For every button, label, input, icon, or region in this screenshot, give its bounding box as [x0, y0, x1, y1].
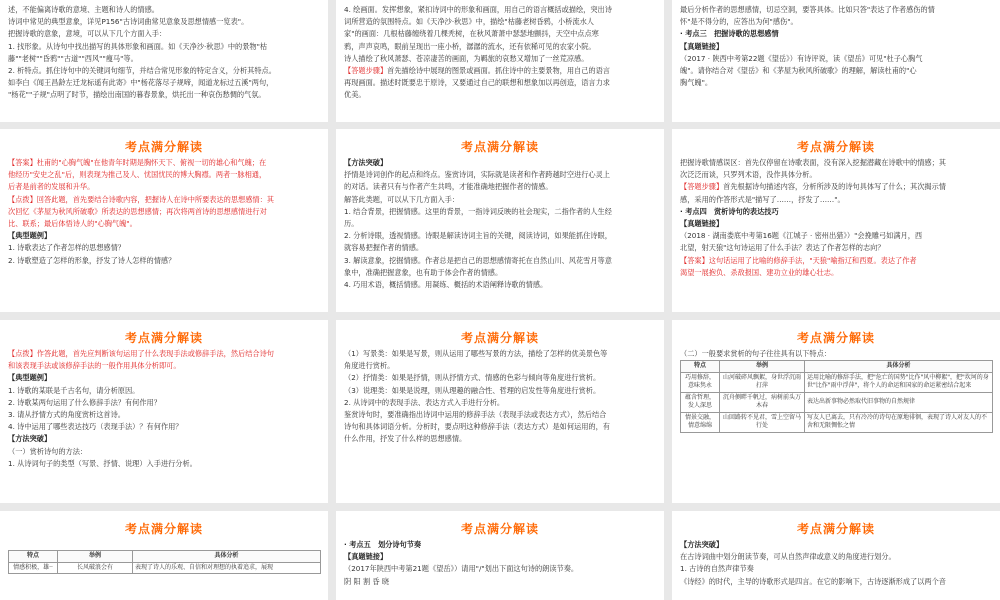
features-table: [680, 360, 993, 433]
text-line: 【点拨】回答此题，首先要结合诗歌内容，把握诗人在诗中所要表达的思想感情：其: [8, 194, 274, 204]
text-line: 【答案】杜甫的"心胸气魄"在他青年时期是胸怀天下、俯视一切的雄心和气魄；在: [8, 158, 267, 167]
table-cell: 写友人已离去，只有冷冷的诗句在原地徘徊，表现了诗人对友人的不舍和无限惆怅之情: [805, 412, 993, 432]
table-cell: 山河破碎风飘絮，身世浮沉雨打萍: [720, 372, 805, 392]
step-label: 【答题步骤】: [680, 182, 724, 192]
slide-body: [336, 0, 664, 102]
text-line: （1）写景类：如果是写景，则从运用了哪些写景的方法，描绘了怎样的优美景色等: [344, 349, 608, 358]
text-line: 藤""老树""昏鸦""古道""西风""瘦马"等。: [8, 53, 138, 63]
slide-body: [336, 154, 664, 291]
table-header: 具体分析: [805, 361, 993, 373]
text-line: 如李白《闻王昌龄左迁龙标遥有此寄》中"杨花落尽子规啼，闻道龙标过五溪"两句，: [8, 78, 274, 88]
text-line: 怀"是不得分的，应答出为何"感伤"。: [680, 17, 798, 27]
text-line: 鉴赏诗句时，要准确指出诗词中运用的修辞手法（表现手法或表达方式），然后结合: [344, 410, 607, 420]
text-line: （2）抒情类：如果是抒情，则从抒情方式、情感的色彩与倾向等角度进行赏析。: [344, 373, 601, 383]
slide-r3c1: [0, 320, 328, 503]
table-header: 举例: [720, 361, 805, 373]
text-line: · 考点四 赏析诗句的表达技巧: [680, 206, 779, 216]
text-line: 就容易把握作者的情感。: [344, 243, 424, 253]
slide-r3c2: [336, 320, 664, 503]
text-line: 魄"。请你结合对《望岳》和《茅屋为秋风所破歌》的理解，解读杜甫的"心: [680, 66, 917, 76]
slide-r4c1: [0, 511, 328, 600]
slide-title: 考点满分解读: [460, 140, 539, 154]
slide-body: [672, 536, 1000, 588]
text-line: 象中，准确把握意象，也有助于体会作者的情感。: [344, 267, 503, 277]
text-line: 3. 请从抒情方式的角度赏析这首诗。: [8, 410, 125, 420]
text-line: 4. 诗中运用了哪些表达技巧（表现手法）？有何作用？: [8, 422, 183, 432]
text-line: · 考点五 划分诗句节奏: [344, 540, 422, 549]
text-line: 比、联系；最后体悟诗人的"心胸气魄"。: [8, 219, 137, 229]
text-line: 再现画面。描述时既要忠于原诗，又要通过自己的联想和想象加以再创造，语言力求: [344, 78, 610, 88]
slide-body: [672, 0, 1000, 89]
text-line: 【典型题例】: [8, 373, 52, 383]
features-table-continued: [8, 550, 321, 574]
text-line: 的对话。读者只有与作者产生共鸣，才能准确地把握作者的情感。: [344, 182, 553, 192]
text-line: 在古诗词曲中划分朗读节奏，可从自然声律或意义的角度进行划分。: [680, 552, 896, 562]
table-cell: 山回路转不见君，雪上空留马行处: [720, 412, 805, 432]
table-row: [9, 562, 321, 574]
table-header: 举例: [58, 551, 133, 563]
text-line: 【方法突破】: [680, 540, 724, 549]
text-line: · 考点三 把握诗歌的思想感情: [680, 29, 779, 39]
slide-r3c3: [672, 320, 1000, 503]
text-line: 诗句和具体词语分析。分析时，要点明这种修辞手法（表达方式）是如何运用的，有: [344, 422, 610, 432]
text-line: 后者是前者的发展和升华。: [8, 182, 95, 192]
text-line: （2018 · 湖南娄底中考第16题《江城子 · 密州出猎》）"会挽雕弓如满月，西: [680, 231, 923, 241]
table-cell: 表达出新事物必然取代旧事物的自然规律: [805, 392, 993, 412]
text-line: 感，采用的作答形式是"描写了……，抒发了……"。: [680, 194, 845, 204]
slide-title: 考点满分解读: [124, 140, 203, 154]
table-cell: 情景交融，情意绵绵: [681, 412, 720, 432]
text-line: 1. 从诗词句子的类型（写景、抒情、说理）入手进行分析。: [8, 458, 197, 468]
text-line: 和该表现手法或该修辞手法的一般作用具体分析即可。: [8, 361, 181, 371]
text-line: 2. 诗歌某两句运用了什么修辞手法？有何作用？: [8, 397, 161, 407]
text-line: 次回忆《茅屋为秋风所破歌》所表达的思想感情；再次将两首诗的思想感情进行对: [8, 206, 267, 216]
text-line: 2. 诗歌塑造了怎样的形象，抒发了诗人怎样的情感？: [8, 255, 176, 265]
text-line: 阴 阳 割 昏 晓: [344, 576, 390, 586]
text-line: 【方法突破】: [8, 434, 52, 444]
table-header: 具体分析: [133, 551, 321, 563]
step-label: 【答题步骤】: [344, 66, 388, 76]
text-line: 次泛泛而谈，只罗列术语，没作具体分析。: [680, 170, 817, 180]
text-line: [680, 181, 993, 193]
text-line: 【真题链接】: [680, 219, 724, 229]
text-line: 2. 析特点。抓住诗句中的关键词句细节，并结合常见形象的特定含义，分析其特点。: [8, 66, 276, 76]
text-line: 诗词中常见的典型意象，详见P156"古诗词曲常见意象及思想情感一览表"。: [8, 17, 249, 27]
text-line: [344, 65, 657, 77]
text-line: 4. 绘画面。发挥想象，紧扣诗词中的形象和画面，用自己的语言概括或描绘，突出诗: [344, 5, 612, 14]
slide-body: [0, 536, 328, 574]
slide-title: 考点满分解读: [124, 522, 203, 536]
table-cell: 表现了诗人的乐观、自信和对理想的执着追求，展现: [133, 562, 321, 574]
text-line: 优美。: [344, 90, 366, 100]
slide-title: 考点满分解读: [796, 140, 875, 154]
table-header: 特点: [9, 551, 58, 563]
text-line: 解答此类题，可以从下几方面入手：: [344, 194, 460, 204]
slide-r4c2: [336, 511, 664, 600]
text-line: 【方法突破】: [344, 158, 388, 167]
table-row: [681, 412, 993, 432]
text-line: 家"的画面：几根枯藤缠绕着几棵秃树，在秋风萧萧中瑟瑟地颤抖，天空中点点寒: [344, 29, 599, 39]
text-line: "杨花""子规"点明了时节，描绘出南国的暮春景象，烘托出一种哀伤愁惆的气氛。: [8, 90, 266, 100]
text-line: 胸气魄"。: [680, 78, 713, 88]
text-line: （2017 · 陕西中考第22题《望岳》）有诗评说，读《望岳》可见"杜子心胸气: [680, 53, 923, 63]
text-line: （2017年陕西中考第21题《望岳》）请用"/"划出下面这句诗的朗读节奏。: [344, 564, 579, 574]
text-line: 《诗经》的时代，主导的诗歌形式是四言。在它的影响下，古诗逐渐形成了以两个音: [680, 576, 946, 586]
slide-body: [672, 345, 1000, 433]
table-cell: 巧用修辞，意味隽永: [681, 372, 720, 392]
text-line: 【真题链接】: [680, 41, 724, 51]
text-line: 1. 诗歌的某联是千古名句，请分析原因。: [8, 385, 140, 395]
text-line: 述，不能偏离诗歌的意境、主题和诗人的情感。: [8, 5, 159, 14]
table-row: [681, 392, 993, 412]
table-cell: 蕴含哲理，发人深思: [681, 392, 720, 412]
text-line: 1. 古诗的自然声律节奏: [680, 564, 754, 574]
text-line: 把握诗歌情感误区：首先仅停留在诗歌表面，没有深入挖掘潜藏在诗歌中的情感；其: [680, 158, 946, 167]
text-line: 1. 诗歌表达了作者怎样的思想感情？: [8, 243, 125, 253]
slide-body: [672, 154, 1000, 279]
table-cell: 情感积极，雄··: [9, 562, 58, 574]
slide-r1c2: [336, 0, 664, 122]
text-line: 1. 结合背景，把握情感。这里的背景，一指诗词反映的社会现实，二指作者的人生经: [344, 206, 612, 216]
text-line: 角度进行赏析。: [344, 361, 395, 371]
text-line: 4. 巧用术语，概括情感。用凝练、概括的术语阐释诗歌的情感。: [344, 280, 548, 290]
slide-title: 考点满分解读: [460, 522, 539, 536]
slide-r2c3: [672, 129, 1000, 312]
text-line: 鸦，声声哀鸣，眼前呈现出一座小桥，潺潺的流水，还有依稀可见的农家小院。: [344, 41, 596, 51]
text-line: 【点拨】作答此题，首先应判断该句运用了什么表现手法或修辞手法，然后结合诗句: [8, 349, 274, 358]
slide-title: 考点满分解读: [460, 331, 539, 345]
text-line: 2. 从诗词中的表现手法、表达方式入手进行分析。: [344, 397, 505, 407]
text-line: 他经历"安史之乱"后，则表现为推己及人、忧国忧民的博大胸襟。两者一脉相通，: [8, 170, 267, 180]
slide-r1c1: [0, 0, 328, 122]
slide-body: [336, 536, 664, 588]
text-line: 最后分析作者的思想感情，切忌空洞，要答具体。比如只答"表达了作者感伤的情: [680, 5, 935, 14]
table-header: 特点: [681, 361, 720, 373]
slide-body: [0, 0, 328, 102]
text-line: 词所营造的氛围特点。如《天净沙·秋思》中，描绘"枯藤老树昏鸦，小桥流水人: [344, 17, 594, 27]
table-cell: 沉舟侧畔千帆过，病树前头万木春: [720, 392, 805, 412]
table-cell: 运用比喻的修辞手法，把"危亡的国势"比作"风中柳絮"，把"坎坷的身世"比作"雨中浮萍"，将个人的命运和国家的命运紧密结合起来: [805, 372, 993, 392]
text-line: 2. 分析诗眼，透视情感。诗眼是解读诗词主旨的关键，阅读诗词，如果能抓住诗眼，: [344, 231, 612, 241]
table-row: [681, 372, 993, 392]
text-line: 1. 找形象。从诗句中找出描写的具体形象和画面。如《天净沙·秋思》中的景物"枯: [8, 41, 268, 51]
slide-body: [0, 154, 328, 267]
slide-title: 考点满分解读: [124, 331, 203, 345]
text-line: （一）赏析诗句的方法：: [8, 446, 88, 456]
text-line: 把握诗歌的意象，意境，可以从下几个方面入手：: [8, 29, 167, 39]
text-line: 诗人描绘了秋风萧瑟、苍凉凄苦的画面，为羁旅的哀愁又增加了一丝荒凉感。: [344, 53, 589, 63]
table-cell: 长风破浪会有: [58, 562, 133, 574]
text-line: 【答案】这句话运用了比喻的修辞手法，"天狼"喻指辽和西夏。表达了作者: [680, 255, 917, 265]
slide-body: [0, 345, 328, 470]
step-text: 首先描绘诗中展现的图景或画面。抓住诗中的主要景物，用自己的语言: [387, 66, 610, 76]
text-line: 北望，射天狼"这句诗运用了什么手法？表达了作者怎样的志向？: [680, 243, 885, 253]
slide-r2c2: [336, 129, 664, 312]
step-text: 首先根据诗句描述内容，分析所涉及的诗句具体写了什么；其次揭示情: [723, 182, 946, 192]
text-line: 抒情是诗词创作的起点和终点。鉴赏诗词，实际就是读者和作者跨越时空进行心灵上: [344, 170, 610, 180]
text-line: 什么作用，抒发了什么样的思想感情。: [344, 434, 467, 444]
slide-title: 考点满分解读: [796, 522, 875, 536]
text-line: 3. 解读意象，挖掘情感。作者总是把自己的思想感情寄托在自然山川、风花雪月等意: [344, 255, 612, 265]
table-intro: （二）一般要求赏析的句子往往具有以下特点：: [680, 349, 831, 358]
text-line: 渴望一展抱负、杀敌报国、建功立业的雄心壮志。: [680, 267, 839, 277]
slide-r2c1: [0, 129, 328, 312]
slide-body: [336, 345, 664, 446]
text-line: 【真题链接】: [344, 552, 388, 562]
text-line: 历。: [344, 219, 359, 229]
slide-r4c3: [672, 511, 1000, 600]
text-line: 【典型题例】: [8, 231, 52, 241]
text-line: （3）说理类：如果是说理，则从理趣的融合性、哲理的启发性等角度进行赏析。: [344, 385, 601, 395]
slide-r1c3: [672, 0, 1000, 122]
slide-title: 考点满分解读: [796, 331, 875, 345]
